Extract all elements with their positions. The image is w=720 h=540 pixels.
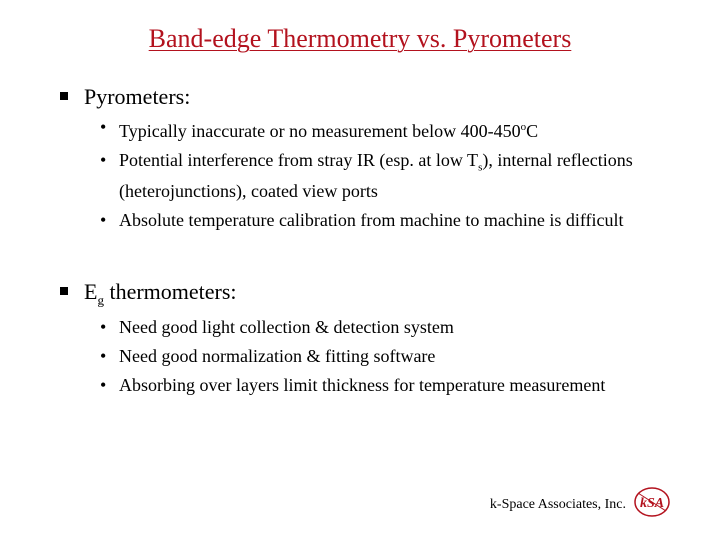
item-text-tail: C — [526, 121, 539, 141]
list-item — [60, 316, 660, 339]
section-heading — [60, 84, 660, 110]
square-bullet-icon — [60, 92, 68, 100]
bullet-icon: • — [100, 346, 107, 367]
item-text-tail: ), internal reflections (heterojunctions), coated view ports — [119, 150, 633, 201]
section-eg-thermometers — [60, 279, 660, 397]
bullet-list — [60, 116, 660, 232]
bullet-icon: • — [100, 117, 107, 137]
list-item — [60, 209, 660, 232]
item-text: Absorbing over layers limit thickness for temperature measurement — [119, 375, 606, 396]
square-bullet-icon — [60, 287, 68, 295]
heading-main: E — [84, 279, 98, 304]
ksa-logo-icon — [632, 485, 672, 519]
list-item — [60, 374, 660, 397]
section-pyrometers — [60, 84, 660, 232]
item-text: Need good normalization & fitting software — [119, 346, 436, 367]
bullet-icon: • — [100, 317, 107, 338]
section-heading-text — [84, 279, 237, 308]
footer-company: k-Space Associates, Inc. — [489, 497, 626, 512]
bullet-icon: • — [100, 209, 107, 230]
bullet-icon: • — [100, 375, 107, 396]
item-text: Absolute temperature calibration from machine to machine is difficult — [119, 209, 624, 230]
list-item — [60, 149, 660, 203]
item-text: Need good light collection & detection system — [119, 317, 454, 338]
heading-subscript: g — [97, 292, 104, 308]
logo-text: kSA — [639, 496, 665, 511]
bullet-icon: • — [100, 150, 107, 170]
item-text: Potential interference from stray IR (esp. at low T — [119, 150, 479, 170]
item-subscript: s — [478, 161, 483, 174]
slide-title: Band-edge Thermometry vs. Pyrometers — [148, 24, 572, 53]
item-text: Typically inaccurate or no measurement below 400-450 — [119, 121, 521, 141]
list-item — [60, 116, 660, 143]
list-item — [60, 345, 660, 368]
section-heading-text: Pyrometers: — [84, 84, 191, 109]
section-heading — [60, 279, 660, 308]
bullet-list — [60, 316, 660, 397]
heading-rest: thermometers: — [103, 279, 237, 304]
item-superscript: o — [520, 121, 527, 133]
